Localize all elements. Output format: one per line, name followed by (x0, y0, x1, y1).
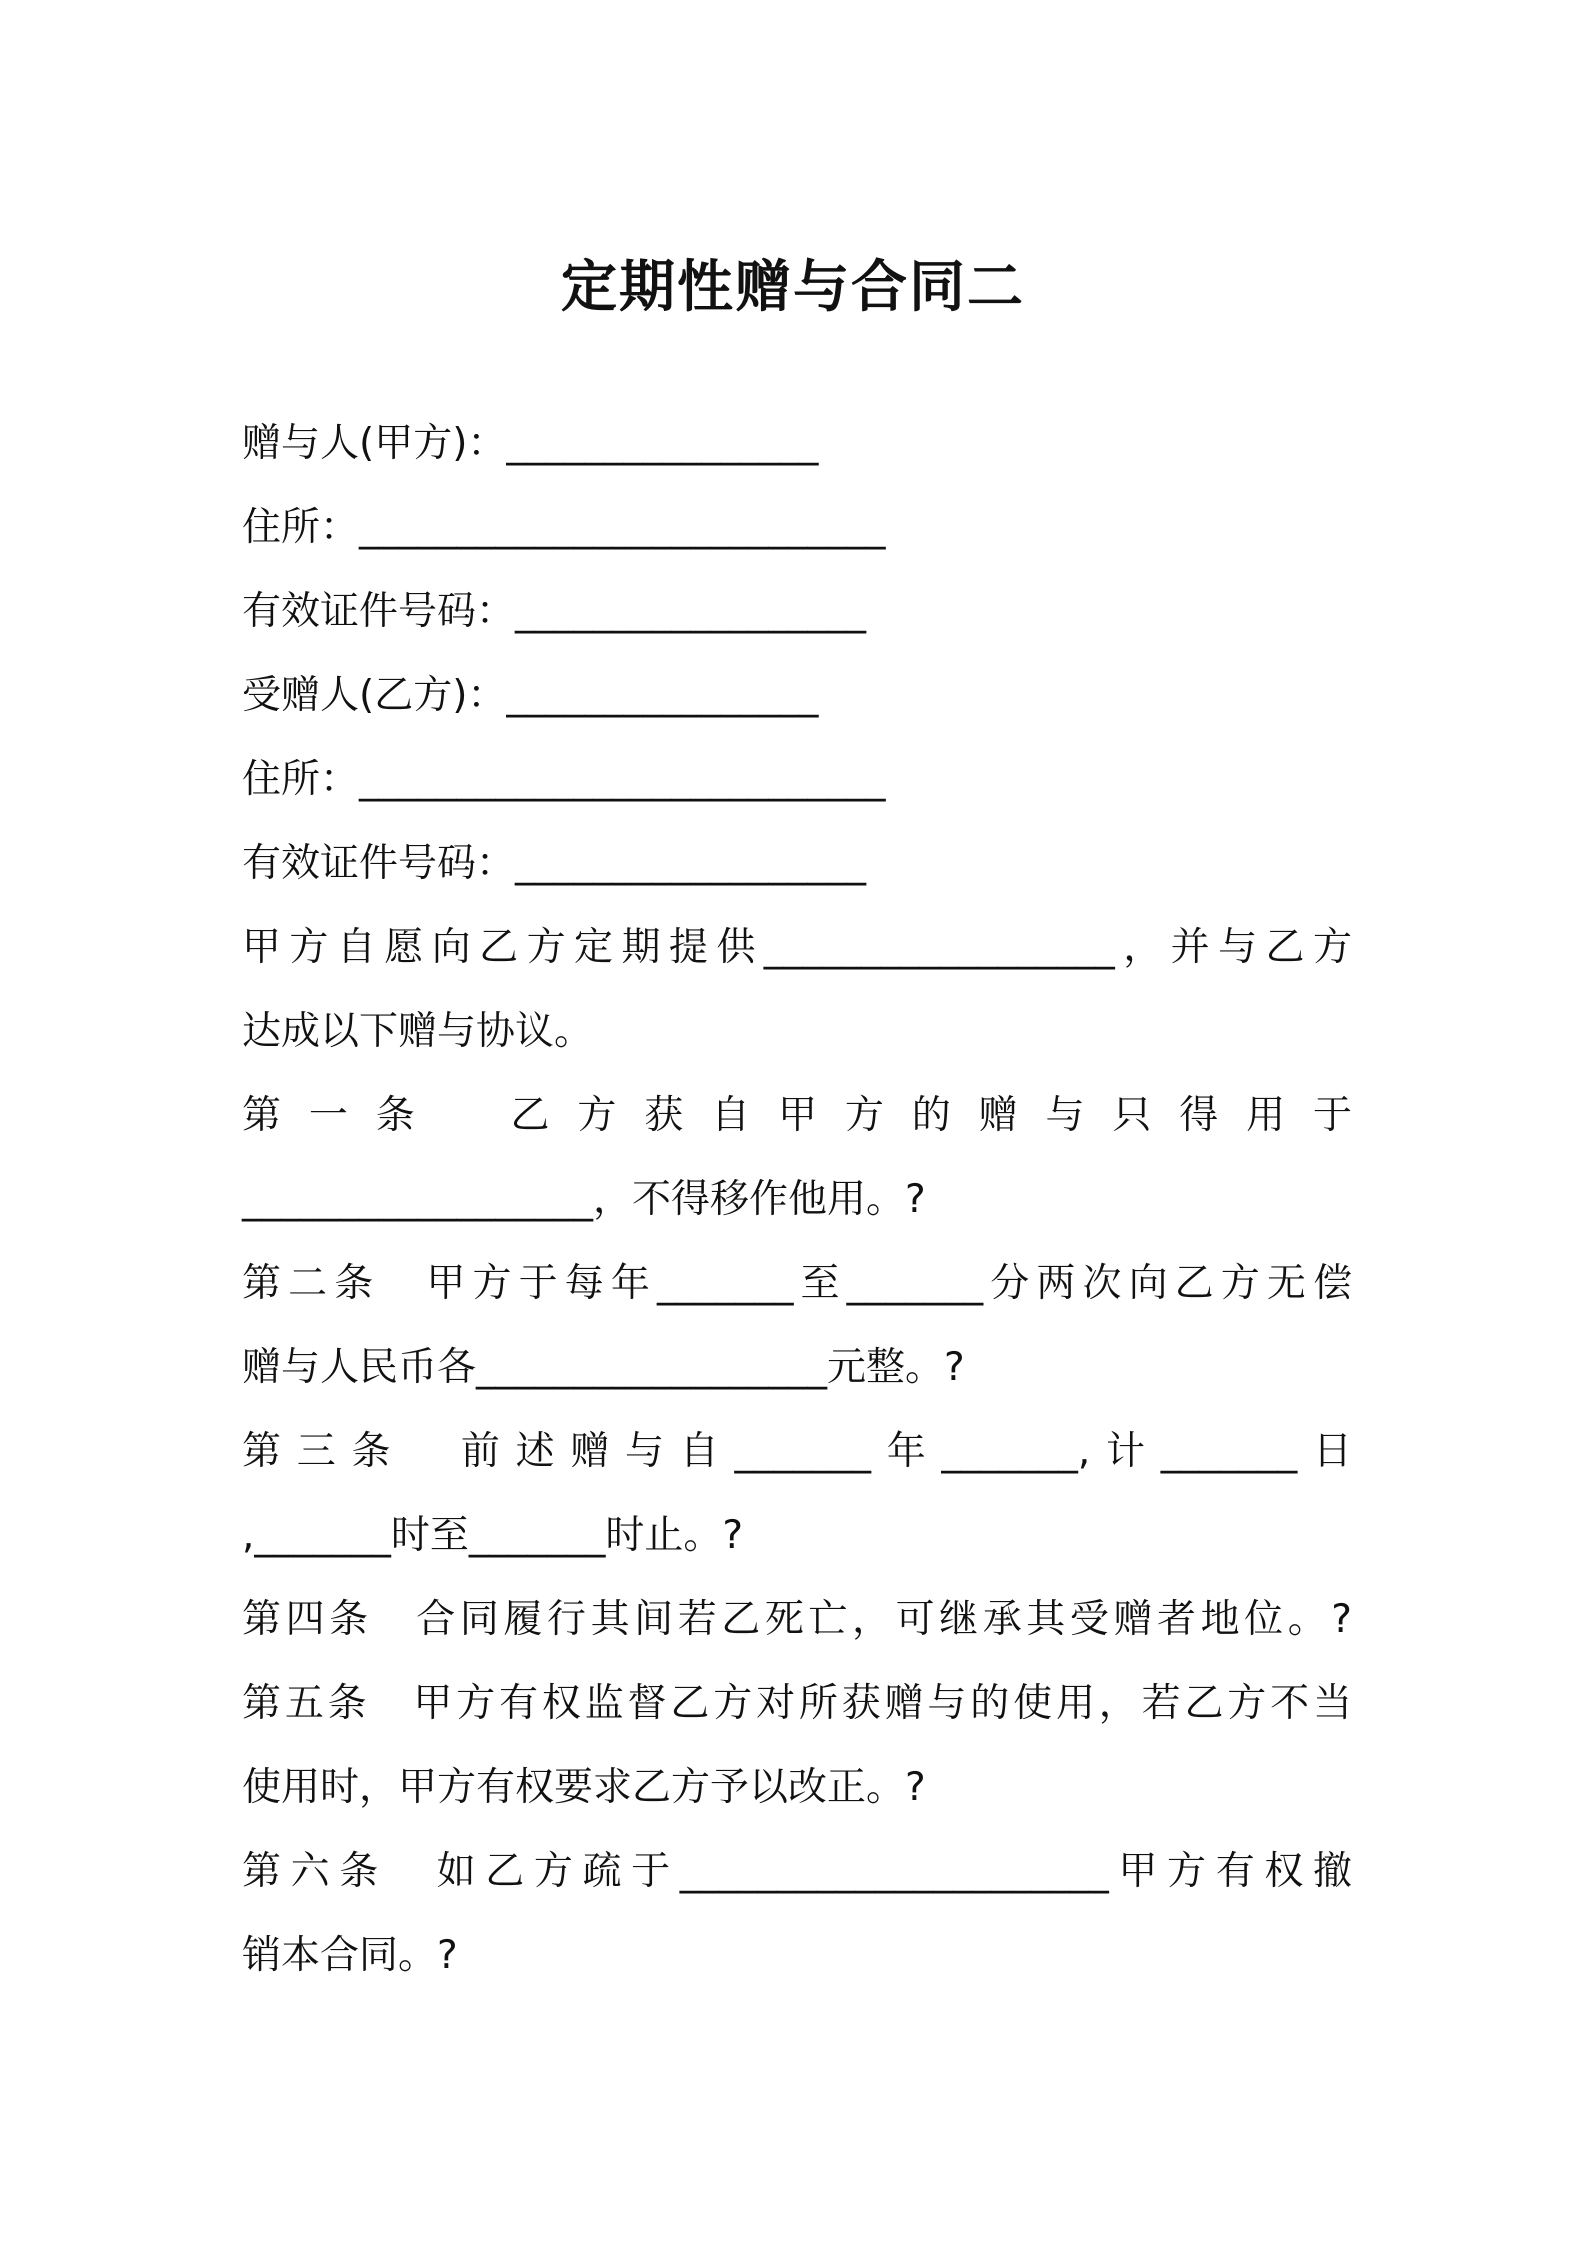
donor-field: 赠与人(甲方)：________________ (242, 421, 819, 466)
donee-id-field: 有效证件号码：__________________ (242, 841, 867, 886)
article-6-line-2: 销本合同。? (242, 1933, 458, 1978)
donee-address-field: 住所：___________________________ (242, 757, 886, 802)
article-1-line-1: 第 一 条 乙 方 获 自 甲 方 的 赠 与 只 得 用 于 (242, 1093, 1352, 1138)
article-4: 第四条 合同履行其间若乙死亡，可继承其受赠者地位。? (242, 1597, 1352, 1642)
article-2-line-1: 第二条 甲方于每年_______至_______分两次向乙方无偿 (242, 1261, 1352, 1306)
preamble-line-1: 甲方自愿向乙方定期提供__________________，并与乙方 (242, 925, 1352, 970)
document-title: 定期性赠与合同二 (561, 255, 1025, 320)
donor-id-field: 有效证件号码：__________________ (242, 589, 867, 634)
article-3-line-2: ,_______时至_______时止。? (242, 1513, 744, 1558)
donee-field: 受赠人(乙方)：________________ (242, 673, 819, 718)
donor-address-field: 住所：___________________________ (242, 505, 886, 550)
preamble-line-2: 达成以下赠与协议。 (242, 1009, 594, 1054)
article-1-line-2: __________________，不得移作他用。? (242, 1177, 926, 1222)
article-3-line-1: 第三条 前述赠与自_______年_______,计_______日 (242, 1429, 1352, 1474)
article-2-line-2: 赠与人民币各__________________元整。? (242, 1345, 965, 1390)
article-5-line-1: 第五条 甲方有权监督乙方对所获赠与的使用，若乙方不当 (242, 1681, 1352, 1726)
article-5-line-2: 使用时，甲方有权要求乙方予以改正。? (242, 1765, 926, 1810)
article-6-line-1: 第六条 如乙方疏于______________________甲方有权撤 (242, 1849, 1352, 1894)
